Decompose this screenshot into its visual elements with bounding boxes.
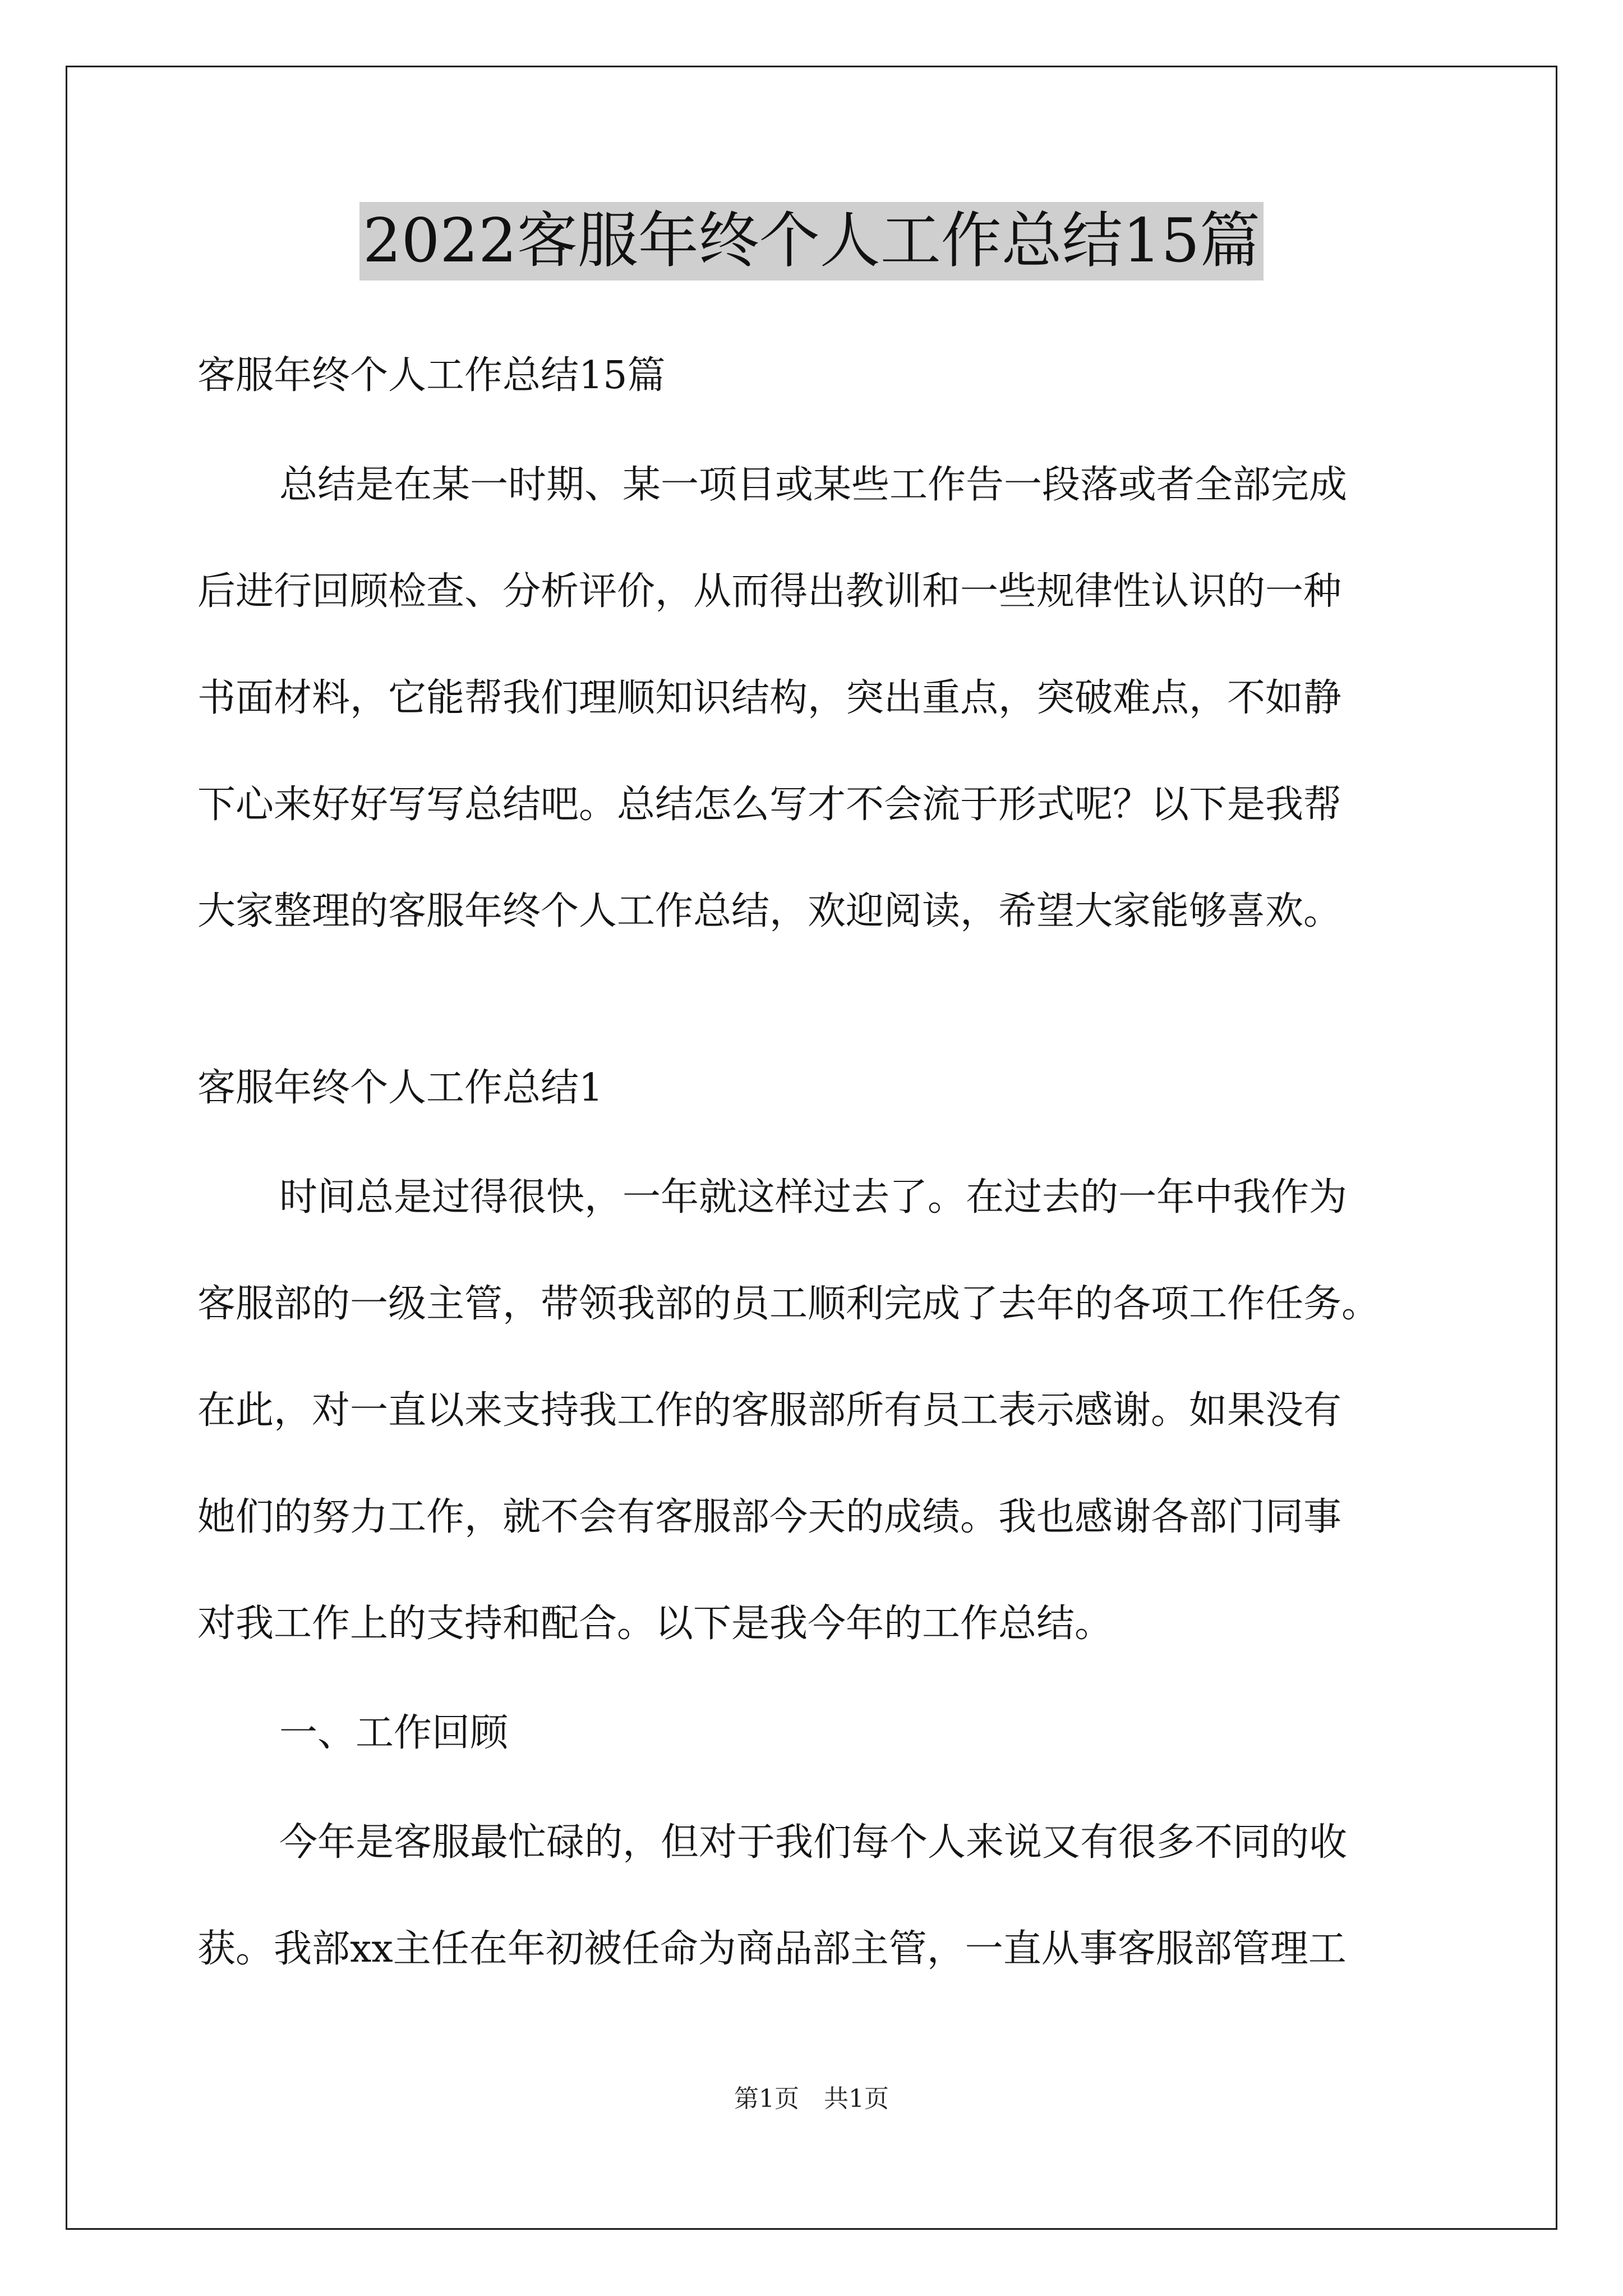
subheading: 一、工作回顾 (279, 1711, 509, 1755)
intro-line: 后进行回顾检查、分析评价，从而得出教训和一些规律性认识的一种 (197, 569, 1342, 614)
document-title: 2022客服年终个人工作总结15篇 (359, 202, 1264, 280)
paragraph-line: 获。我部xx主任在年初被任命为商品部主管，一直从事客服部管理工 (197, 1927, 1347, 1971)
intro-line: 总结是在某一时期、某一项目或某些工作告一段落或者全部完成 (279, 463, 1348, 507)
page-number-footer: 第1页 共1页 (734, 2085, 889, 2113)
title-container (0, 202, 1623, 280)
paragraph-line: 对我工作上的支持和配合。以下是我今年的工作总结。 (197, 1602, 1113, 1646)
intro-line: 下心来好好写写总结吧。总结怎么写才不会流于形式呢？以下是我帮 (197, 783, 1342, 827)
paragraph-line: 她们的努力工作，就不会有客服部今天的成绩。我也感谢各部门同事 (197, 1495, 1342, 1539)
document-subtitle: 客服年终个人工作总结15篇 (197, 353, 666, 398)
paragraph-line: 客服部的一级主管，带领我部的员工顺利完成了去年的各项工作任务。 (197, 1282, 1380, 1326)
paragraph-line: 时间总是过得很快，一年就这样过去了。在过去的一年中我作为 (279, 1175, 1348, 1220)
paragraph-line: 在此，对一直以来支持我工作的客服部所有员工表示感谢。如果没有 (197, 1388, 1342, 1433)
intro-line: 书面材料，它能帮我们理顺知识结构，突出重点，突破难点，不如静 (197, 676, 1342, 720)
intro-line: 大家整理的客服年终个人工作总结，欢迎阅读，希望大家能够喜欢。 (197, 889, 1342, 933)
section-heading: 客服年终个人工作总结1 (197, 1066, 603, 1110)
paragraph-line: 今年是客服最忙碌的，但对于我们每个人来说又有很多不同的收 (279, 1820, 1348, 1865)
